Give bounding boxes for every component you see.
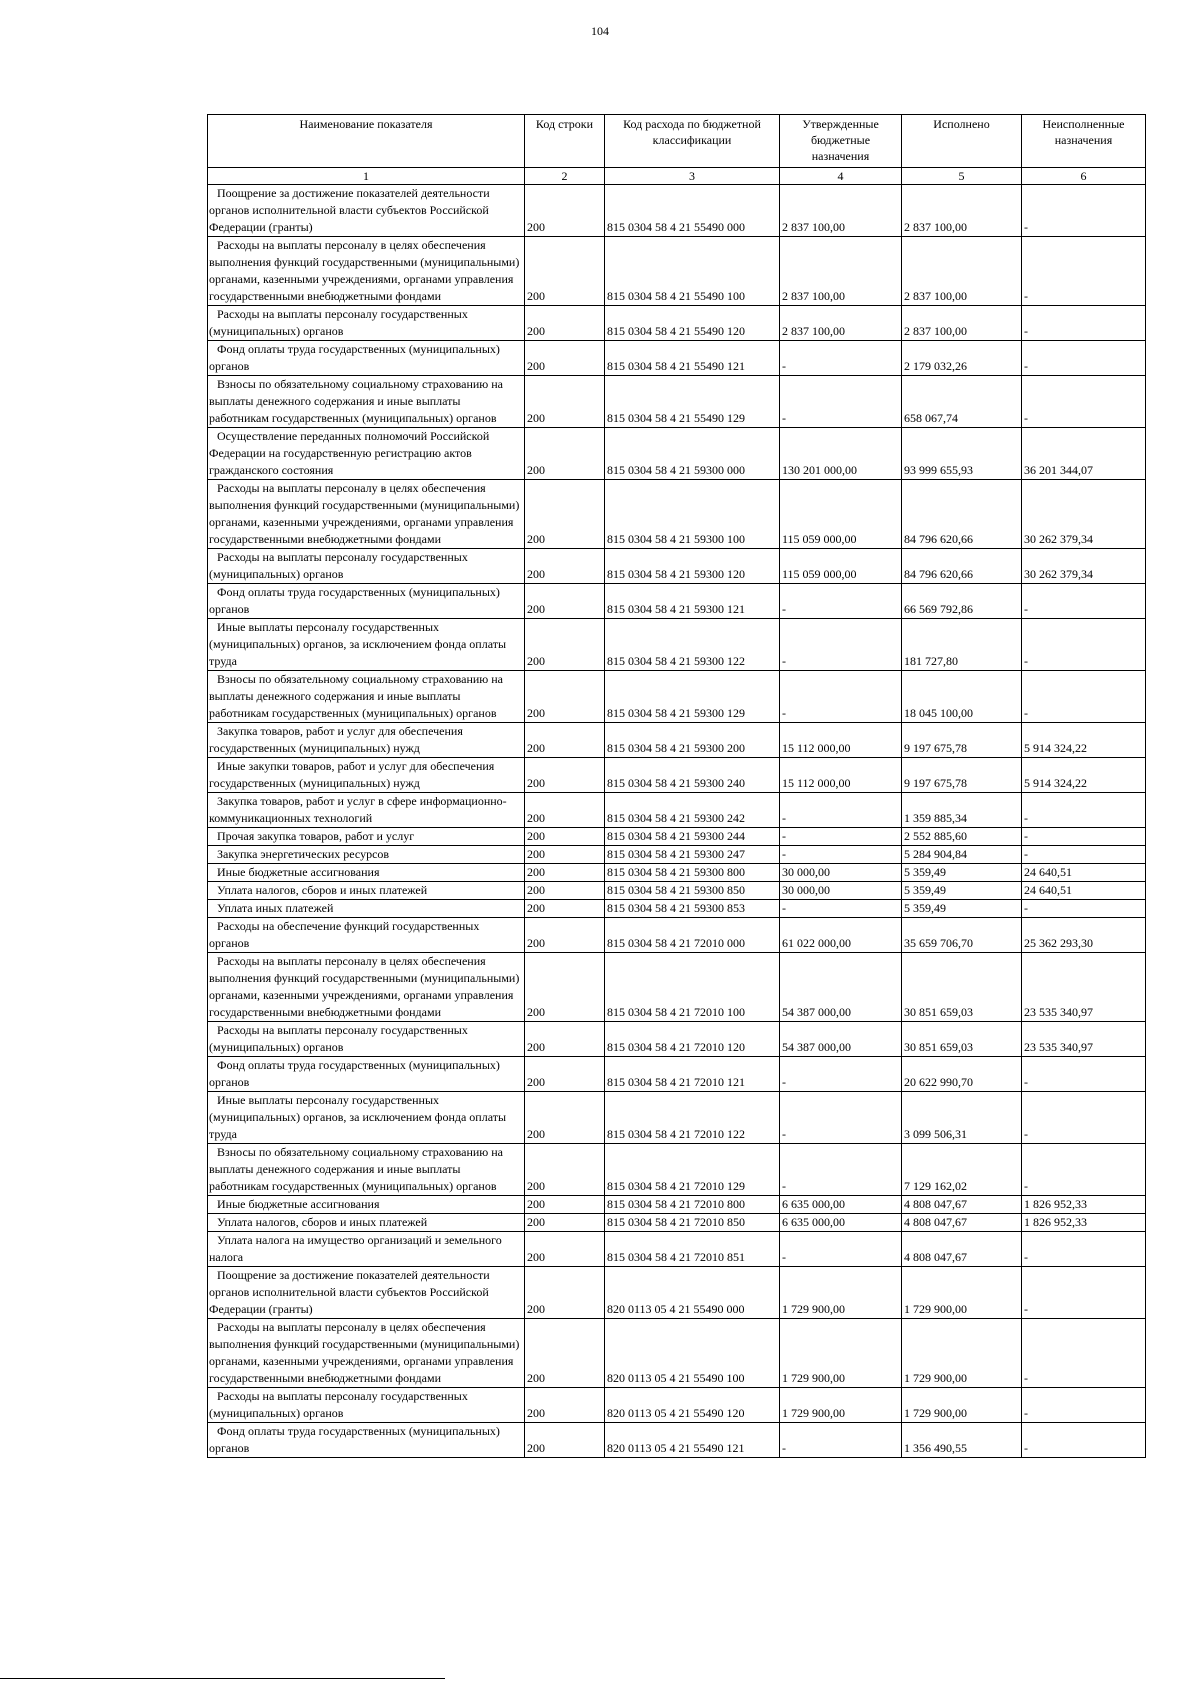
line-code-cell: 200 [525,1232,605,1267]
unexecuted-cell: 23 535 340,97 [1022,953,1146,1022]
indicator-name-cell: Поощрение за достижение показателей деятельности органов исполнительной власти субъектов Российской Федерации (гранты) [208,1267,525,1319]
indicator-name-cell: Расходы на выплаты персоналу государственных (муниципальных) органов [208,1022,525,1057]
line-code-cell: 200 [525,1144,605,1196]
indicator-name-cell: Осуществление переданных полномочий Российской Федерации на государственную регистрацию актов гражданского состояния [208,428,525,480]
executed-cell: 5 284 904,84 [902,846,1022,864]
unexecuted-cell: - [1022,846,1146,864]
approved-cell: - [780,828,902,846]
executed-cell: 84 796 620,66 [902,480,1022,549]
executed-cell: 2 179 032,26 [902,341,1022,376]
unexecuted-cell: - [1022,306,1146,341]
executed-cell: 2 837 100,00 [902,237,1022,306]
executed-cell: 84 796 620,66 [902,549,1022,584]
line-code-cell: 200 [525,1057,605,1092]
executed-cell: 1 356 490,55 [902,1423,1022,1458]
unexecuted-cell: - [1022,1092,1146,1144]
table-row [208,480,1146,549]
unexecuted-cell: 24 640,51 [1022,864,1146,882]
column-number: 5 [902,168,1022,185]
table-row [208,1232,1146,1267]
approved-cell: 30 000,00 [780,864,902,882]
column-number: 1 [208,168,525,185]
indicator-name-cell: Фонд оплаты труда государственных (муниципальных) органов [208,1057,525,1092]
executed-cell: 30 851 659,03 [902,1022,1022,1057]
budget-execution-table [207,114,1146,1458]
executed-cell: 20 622 990,70 [902,1057,1022,1092]
line-code-cell: 200 [525,584,605,619]
executed-cell: 1 729 900,00 [902,1319,1022,1388]
header-indicator-name: Наименование показателя [208,115,525,168]
unexecuted-cell: - [1022,237,1146,306]
executed-cell: 5 359,49 [902,864,1022,882]
indicator-name-cell: Иные закупки товаров, работ и услуг для обеспечения государственных (муниципальных) нужд [208,758,525,793]
table-row [208,758,1146,793]
indicator-name-cell: Взносы по обязательному социальному страхованию на выплаты денежного содержания и иные выплаты работникам государственных (муниципальных) органов [208,376,525,428]
indicator-name-cell: Расходы на выплаты персоналу в целях обеспечения выполнения функций государственными (муниципальными) органами, казенными учреждениями, органами управления государственными внебюджетными фондами [208,480,525,549]
indicator-name-cell: Уплата иных платежей [208,900,525,918]
table-row [208,549,1146,584]
executed-cell: 1 359 885,34 [902,793,1022,828]
expense-code-cell: 820 0113 05 4 21 55490 100 [605,1319,780,1388]
executed-cell: 3 099 506,31 [902,1092,1022,1144]
column-number: 4 [780,168,902,185]
expense-code-cell: 815 0304 58 4 21 72010 851 [605,1232,780,1267]
table-row [208,306,1146,341]
expense-code-cell: 815 0304 58 4 21 59300 242 [605,793,780,828]
approved-cell: 15 112 000,00 [780,723,902,758]
line-code-cell: 200 [525,1022,605,1057]
table-row [208,723,1146,758]
header-unexecuted: Неисполненные назначения [1022,115,1146,168]
table-row [208,828,1146,846]
line-code-cell: 200 [525,428,605,480]
expense-code-cell: 815 0304 58 4 21 59300 122 [605,619,780,671]
table-row [208,846,1146,864]
expense-code-cell: 815 0304 58 4 21 55490 000 [605,185,780,237]
approved-cell: 15 112 000,00 [780,758,902,793]
line-code-cell: 200 [525,828,605,846]
unexecuted-cell: 1 826 952,33 [1022,1196,1146,1214]
line-code-cell: 200 [525,549,605,584]
expense-code-cell: 815 0304 58 4 21 55490 121 [605,341,780,376]
approved-cell: 1 729 900,00 [780,1388,902,1423]
table-row [208,376,1146,428]
executed-cell: 7 129 162,02 [902,1144,1022,1196]
indicator-name-cell: Закупка энергетических ресурсов [208,846,525,864]
column-number: 6 [1022,168,1146,185]
column-number: 3 [605,168,780,185]
line-code-cell: 200 [525,846,605,864]
executed-cell: 66 569 792,86 [902,584,1022,619]
line-code-cell: 200 [525,1092,605,1144]
line-code-cell: 200 [525,882,605,900]
expense-code-cell: 815 0304 58 4 21 59300 000 [605,428,780,480]
unexecuted-cell: - [1022,900,1146,918]
indicator-name-cell: Расходы на выплаты персоналу государственных (муниципальных) органов [208,1388,525,1423]
table-row [208,793,1146,828]
approved-cell: - [780,1423,902,1458]
approved-cell: - [780,900,902,918]
expense-code-cell: 820 0113 05 4 21 55490 121 [605,1423,780,1458]
indicator-name-cell: Иные выплаты персоналу государственных (муниципальных) органов, за исключением фонда оплаты труда [208,1092,525,1144]
indicator-name-cell: Взносы по обязательному социальному страхованию на выплаты денежного содержания и иные выплаты работникам государственных (муниципальных) органов [208,1144,525,1196]
unexecuted-cell: - [1022,584,1146,619]
table-row [208,1319,1146,1388]
table-row [208,428,1146,480]
table-row [208,1196,1146,1214]
line-code-cell: 200 [525,793,605,828]
expense-code-cell: 815 0304 58 4 21 72010 850 [605,1214,780,1232]
approved-cell: 1 729 900,00 [780,1319,902,1388]
line-code-cell: 200 [525,918,605,953]
indicator-name-cell: Расходы на выплаты персоналу государственных (муниципальных) органов [208,306,525,341]
executed-cell: 1 729 900,00 [902,1267,1022,1319]
approved-cell: - [780,619,902,671]
executed-cell: 4 808 047,67 [902,1196,1022,1214]
indicator-name-cell: Расходы на выплаты персоналу в целях обеспечения выполнения функций государственными (муниципальными) органами, казенными учреждениями, органами управления государственными внебюджетными фондами [208,1319,525,1388]
table-row [208,953,1146,1022]
expense-code-cell: 815 0304 58 4 21 55490 100 [605,237,780,306]
expense-code-cell: 815 0304 58 4 21 59300 800 [605,864,780,882]
header-approved: Утвержденные бюджетные назначения [780,115,902,168]
table-row [208,584,1146,619]
table-row [208,1092,1146,1144]
approved-cell: 130 201 000,00 [780,428,902,480]
unexecuted-cell: 30 262 379,34 [1022,549,1146,584]
indicator-name-cell: Расходы на выплаты персоналу государственных (муниципальных) органов [208,549,525,584]
unexecuted-cell: - [1022,341,1146,376]
unexecuted-cell: 36 201 344,07 [1022,428,1146,480]
line-code-cell: 200 [525,237,605,306]
table-row [208,341,1146,376]
table-row [208,1214,1146,1232]
executed-cell: 2 552 885,60 [902,828,1022,846]
line-code-cell: 200 [525,480,605,549]
indicator-name-cell: Уплата налогов, сборов и иных платежей [208,1214,525,1232]
approved-cell: 1 729 900,00 [780,1267,902,1319]
approved-cell: 6 635 000,00 [780,1214,902,1232]
unexecuted-cell: - [1022,793,1146,828]
unexecuted-cell: 23 535 340,97 [1022,1022,1146,1057]
expense-code-cell: 815 0304 58 4 21 72010 800 [605,1196,780,1214]
executed-cell: 18 045 100,00 [902,671,1022,723]
expense-code-cell: 815 0304 58 4 21 55490 120 [605,306,780,341]
expense-code-cell: 815 0304 58 4 21 59300 121 [605,584,780,619]
line-code-cell: 200 [525,1214,605,1232]
table-row [208,1423,1146,1458]
line-code-cell: 200 [525,671,605,723]
expense-code-cell: 815 0304 58 4 21 59300 120 [605,549,780,584]
indicator-name-cell: Поощрение за достижение показателей деятельности органов исполнительной власти субъектов Российской Федерации (гранты) [208,185,525,237]
expense-code-cell: 815 0304 58 4 21 72010 120 [605,1022,780,1057]
executed-cell: 2 837 100,00 [902,185,1022,237]
unexecuted-cell: 5 914 324,22 [1022,758,1146,793]
line-code-cell: 200 [525,1267,605,1319]
line-code-cell: 200 [525,723,605,758]
line-code-cell: 200 [525,619,605,671]
indicator-name-cell: Фонд оплаты труда государственных (муниципальных) органов [208,341,525,376]
table-row [208,1267,1146,1319]
unexecuted-cell: 30 262 379,34 [1022,480,1146,549]
approved-cell: - [780,376,902,428]
table-row [208,864,1146,882]
executed-cell: 9 197 675,78 [902,758,1022,793]
expense-code-cell: 815 0304 58 4 21 72010 129 [605,1144,780,1196]
approved-cell: - [780,584,902,619]
table-row [208,882,1146,900]
executed-cell: 30 851 659,03 [902,953,1022,1022]
approved-cell: 30 000,00 [780,882,902,900]
unexecuted-cell: - [1022,1232,1146,1267]
executed-cell: 658 067,74 [902,376,1022,428]
indicator-name-cell: Фонд оплаты труда государственных (муниципальных) органов [208,584,525,619]
expense-code-cell: 820 0113 05 4 21 55490 000 [605,1267,780,1319]
line-code-cell: 200 [525,1423,605,1458]
approved-cell: 61 022 000,00 [780,918,902,953]
expense-code-cell: 815 0304 58 4 21 59300 853 [605,900,780,918]
executed-cell: 93 999 655,93 [902,428,1022,480]
expense-code-cell: 815 0304 58 4 21 72010 100 [605,953,780,1022]
table-row [208,1388,1146,1423]
executed-cell: 1 729 900,00 [902,1388,1022,1423]
table-row [208,185,1146,237]
table-row [208,671,1146,723]
expense-code-cell: 815 0304 58 4 21 59300 850 [605,882,780,900]
indicator-name-cell: Фонд оплаты труда государственных (муниципальных) органов [208,1423,525,1458]
unexecuted-cell: 5 914 324,22 [1022,723,1146,758]
expense-code-cell: 815 0304 58 4 21 55490 129 [605,376,780,428]
approved-cell: 6 635 000,00 [780,1196,902,1214]
unexecuted-cell: - [1022,828,1146,846]
expense-code-cell: 815 0304 58 4 21 72010 122 [605,1092,780,1144]
line-code-cell: 200 [525,185,605,237]
approved-cell: 115 059 000,00 [780,480,902,549]
approved-cell: 2 837 100,00 [780,185,902,237]
line-code-cell: 200 [525,1388,605,1423]
approved-cell: 115 059 000,00 [780,549,902,584]
approved-cell: 2 837 100,00 [780,306,902,341]
table-row [208,1022,1146,1057]
table-row [208,619,1146,671]
approved-cell: - [780,1144,902,1196]
executed-cell: 4 808 047,67 [902,1232,1022,1267]
approved-cell: - [780,1232,902,1267]
table-row [208,1057,1146,1092]
expense-code-cell: 815 0304 58 4 21 59300 129 [605,671,780,723]
executed-cell: 181 727,80 [902,619,1022,671]
unexecuted-cell: - [1022,376,1146,428]
executed-cell: 4 808 047,67 [902,1214,1022,1232]
indicator-name-cell: Уплата налогов, сборов и иных платежей [208,882,525,900]
approved-cell: - [780,1057,902,1092]
table-row [208,237,1146,306]
expense-code-cell: 815 0304 58 4 21 72010 000 [605,918,780,953]
expense-code-cell: 815 0304 58 4 21 59300 244 [605,828,780,846]
line-code-cell: 200 [525,758,605,793]
approved-cell: - [780,341,902,376]
indicator-name-cell: Расходы на выплаты персоналу в целях обеспечения выполнения функций государственными (муниципальными) органами, казенными учреждениями, органами управления государственными внебюджетными фондами [208,953,525,1022]
line-code-cell: 200 [525,900,605,918]
approved-cell: - [780,1092,902,1144]
unexecuted-cell: 25 362 293,30 [1022,918,1146,953]
approved-cell: 2 837 100,00 [780,237,902,306]
indicator-name-cell: Расходы на выплаты персоналу в целях обеспечения выполнения функций государственными (муниципальными) органами, казенными учреждениями, органами управления государственными внебюджетными фондами [208,237,525,306]
line-code-cell: 200 [525,864,605,882]
line-code-cell: 200 [525,953,605,1022]
expense-code-cell: 815 0304 58 4 21 59300 100 [605,480,780,549]
column-number: 2 [525,168,605,185]
unexecuted-cell: - [1022,1057,1146,1092]
executed-cell: 5 359,49 [902,882,1022,900]
indicator-name-cell: Иные бюджетные ассигнования [208,864,525,882]
approved-cell: 54 387 000,00 [780,1022,902,1057]
approved-cell: - [780,671,902,723]
indicator-name-cell: Уплата налога на имущество организаций и земельного налога [208,1232,525,1267]
unexecuted-cell: 1 826 952,33 [1022,1214,1146,1232]
unexecuted-cell: - [1022,1423,1146,1458]
line-code-cell: 200 [525,1319,605,1388]
approved-cell: - [780,793,902,828]
expense-code-cell: 815 0304 58 4 21 59300 247 [605,846,780,864]
unexecuted-cell: - [1022,1388,1146,1423]
table-row [208,1144,1146,1196]
indicator-name-cell: Расходы на обеспечение функций государственных органов [208,918,525,953]
expense-code-cell: 815 0304 58 4 21 72010 121 [605,1057,780,1092]
approved-cell: 54 387 000,00 [780,953,902,1022]
header-expense-code: Код расхода по бюджетной классификации [605,115,780,168]
unexecuted-cell: - [1022,671,1146,723]
indicator-name-cell: Закупка товаров, работ и услуг для обеспечения государственных (муниципальных) нужд [208,723,525,758]
footer-rule [0,1678,445,1679]
executed-cell: 5 359,49 [902,900,1022,918]
expense-code-cell: 815 0304 58 4 21 59300 200 [605,723,780,758]
unexecuted-cell: - [1022,1319,1146,1388]
page-number: 104 [591,24,609,38]
indicator-name-cell: Иные выплаты персоналу государственных (муниципальных) органов, за исключением фонда оплаты труда [208,619,525,671]
line-code-cell: 200 [525,376,605,428]
table-body [208,185,1146,1458]
unexecuted-cell: - [1022,619,1146,671]
unexecuted-cell: - [1022,185,1146,237]
expense-code-cell: 820 0113 05 4 21 55490 120 [605,1388,780,1423]
unexecuted-cell: - [1022,1267,1146,1319]
table-row [208,918,1146,953]
executed-cell: 35 659 706,70 [902,918,1022,953]
unexecuted-cell: 24 640,51 [1022,882,1146,900]
table-row [208,900,1146,918]
expense-code-cell: 815 0304 58 4 21 59300 240 [605,758,780,793]
indicator-name-cell: Взносы по обязательному социальному страхованию на выплаты денежного содержания и иные выплаты работникам государственных (муниципальных) органов [208,671,525,723]
indicator-name-cell: Прочая закупка товаров, работ и услуг [208,828,525,846]
header-executed: Исполнено [902,115,1022,168]
line-code-cell: 200 [525,341,605,376]
executed-cell: 9 197 675,78 [902,723,1022,758]
indicator-name-cell: Иные бюджетные ассигнования [208,1196,525,1214]
line-code-cell: 200 [525,1196,605,1214]
executed-cell: 2 837 100,00 [902,306,1022,341]
line-code-cell: 200 [525,306,605,341]
approved-cell: - [780,846,902,864]
header-line-code: Код строки [525,115,605,168]
indicator-name-cell: Закупка товаров, работ и услуг в сфере информационно-коммуникационных технологий [208,793,525,828]
unexecuted-cell: - [1022,1144,1146,1196]
